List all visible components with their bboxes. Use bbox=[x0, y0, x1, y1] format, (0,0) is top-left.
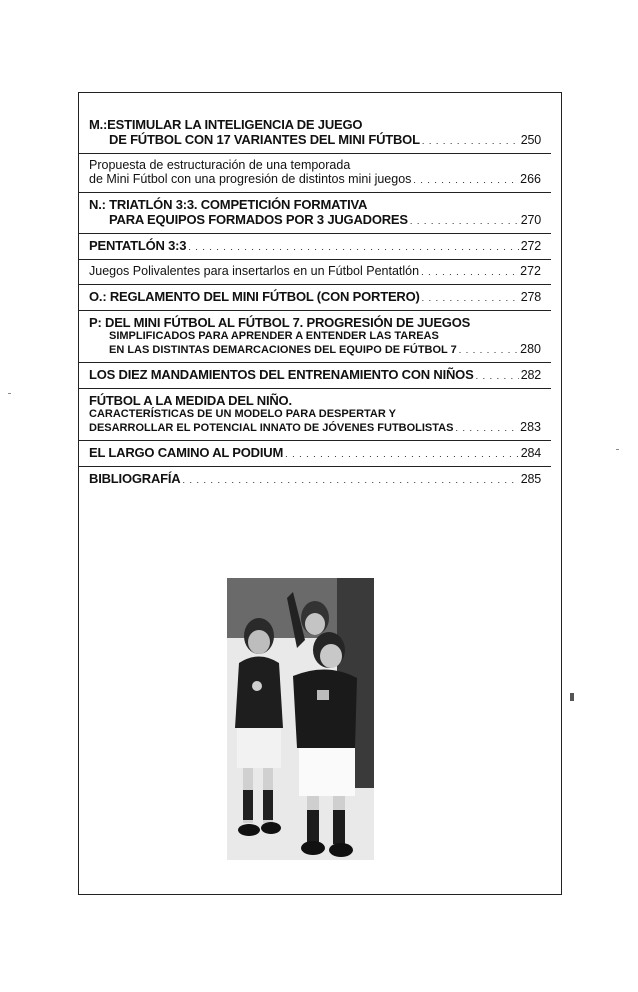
toc-line: PENTATLÓN 3:3 bbox=[89, 238, 187, 253]
toc-line: Juegos Polivalentes para insertarlos en un Fútbol Pentatlón bbox=[89, 264, 420, 278]
toc-entry-juegos-polivalentes bbox=[89, 260, 541, 284]
page-number: 270 bbox=[520, 213, 541, 227]
toc-entry-futbol-medida bbox=[89, 389, 541, 440]
leader-dots bbox=[422, 289, 519, 304]
toc-line: LOS DIEZ MANDAMIENTOS DEL ENTRENAMIENTO CON NIÑOS bbox=[89, 367, 474, 382]
toc-line: Propuesta de estructuración de una temporada bbox=[89, 158, 351, 172]
scan-speck bbox=[8, 393, 11, 394]
leader-dots bbox=[459, 344, 518, 356]
leader-dots bbox=[422, 132, 519, 147]
toc-line: CARACTERÍSTICAS DE UN MODELO PARA DESPERTAR Y bbox=[89, 408, 397, 420]
page-number: 250 bbox=[520, 133, 541, 147]
toc-line: N.: TRIATLÓN 3:3. COMPETICIÓN FORMATIVA bbox=[89, 197, 368, 212]
toc-line: FÚTBOL A LA MEDIDA DEL NIÑO. bbox=[89, 393, 292, 408]
toc-entry-n bbox=[89, 193, 541, 233]
page-number: 283 bbox=[520, 420, 541, 434]
toc-line: SIMPLIFICADOS PARA APRENDER A ENTENDER LAS TAREAS bbox=[109, 330, 439, 342]
toc-entry-bibliografia bbox=[89, 467, 541, 492]
toc-line: EN LAS DISTINTAS DEMARCACIONES DEL EQUIPO DE FÚTBOL 7 bbox=[109, 344, 457, 356]
toc-line: BIBLIOGRAFÍA bbox=[89, 471, 181, 486]
page-number: 284 bbox=[520, 446, 541, 460]
toc-line: PARA EQUIPOS FORMADOS POR 3 JUGADORES bbox=[109, 212, 408, 227]
toc-entry-p bbox=[89, 311, 541, 362]
page-number: 266 bbox=[520, 172, 541, 186]
toc-line: O.: REGLAMENTO DEL MINI FÚTBOL (CON PORTERO) bbox=[89, 289, 420, 304]
leader-dots bbox=[188, 238, 518, 253]
table-of-contents bbox=[89, 113, 541, 492]
leader-dots bbox=[421, 264, 518, 278]
page-number: 285 bbox=[520, 472, 541, 486]
leader-dots bbox=[182, 471, 518, 486]
toc-line: EL LARGO CAMINO AL PODIUM bbox=[89, 445, 284, 460]
page-number: 272 bbox=[520, 264, 541, 278]
toc-entry-propuesta bbox=[89, 154, 541, 192]
toc-entry-mandamientos bbox=[89, 363, 541, 388]
leader-dots bbox=[410, 212, 519, 227]
toc-line: P: DEL MINI FÚTBOL AL FÚTBOL 7. PROGRESIÓN DE JUEGOS bbox=[89, 315, 471, 330]
scan-speck bbox=[570, 693, 574, 701]
page-number: 282 bbox=[520, 368, 541, 382]
scan-speck bbox=[616, 449, 619, 450]
toc-line: DE FÚTBOL CON 17 VARIANTES DEL MINI FÚTBOL bbox=[109, 132, 420, 147]
photo-children-football-players bbox=[227, 578, 374, 860]
leader-dots bbox=[455, 422, 518, 434]
leader-dots bbox=[285, 445, 519, 460]
toc-line: de Mini Fútbol con una progresión de distintos mini juegos bbox=[89, 172, 412, 186]
toc-entry-m bbox=[89, 113, 541, 153]
toc-entry-o bbox=[89, 285, 541, 310]
page-number: 280 bbox=[520, 342, 541, 356]
toc-entry-pentatlon bbox=[89, 234, 541, 259]
leader-dots bbox=[413, 172, 518, 186]
page-number: 278 bbox=[520, 290, 541, 304]
leader-dots bbox=[476, 367, 519, 382]
toc-entry-largo-camino bbox=[89, 441, 541, 466]
toc-line: DESARROLLAR EL POTENCIAL INNATO DE JÓVENES FUTBOLISTAS bbox=[89, 422, 454, 434]
page-number: 272 bbox=[520, 239, 541, 253]
toc-line: M.:ESTIMULAR LA INTELIGENCIA DE JUEGO bbox=[89, 117, 363, 132]
page-frame bbox=[78, 92, 562, 895]
